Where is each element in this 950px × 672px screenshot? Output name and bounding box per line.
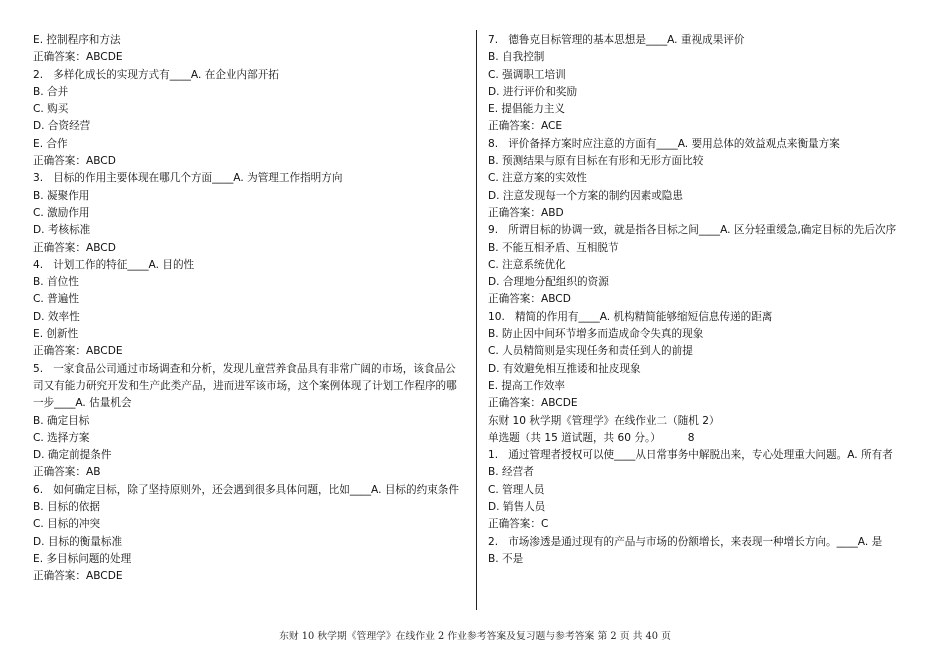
text-line: C. 注意系统优化 [488,258,566,271]
text-line: D. 有效避免相互推诿和扯皮现象 [488,362,641,375]
text-line: 单选题（共 15 道试题，共 60 分。） 8 [488,431,695,444]
text-line: 1. 通过管理者授权可以使____从日常事务中解脱出来，专心处理重大问题。A. 所有者 [488,449,893,462]
left-column [33,32,465,586]
text-line: 2. 多样化成长的实现方式有____A. 在企业内部开拓 [33,68,279,81]
text-line: E. 多目标问题的处理 [33,552,132,565]
text-line: 10. 精简的作用有____A. 机构精简能够缩短信息传递的距离 [488,310,773,323]
column-divider [476,30,477,610]
text-line: B. 不能互相矛盾、互相脱节 [488,241,619,254]
text-line: B. 经营者 [488,466,534,479]
right-column [488,32,928,568]
text-line: D. 合理地分配组织的资源 [488,276,609,289]
text-line: 3. 目标的作用主要体现在哪几个方面____A. 为管理工作指明方向 [33,172,343,185]
text-line: C. 注意方案的实效性 [488,172,587,185]
text-line: B. 合并 [33,85,69,98]
text-line: 东财 10 秋学期《管理学》在线作业二（随机 2） [488,414,720,427]
text-line: 7. 德鲁克目标管理的基本思想是____A. 重视成果评价 [488,34,745,46]
text-line: B. 不是 [488,552,524,565]
text-line: C. 人员精简则是实现任务和责任到人的前提 [488,345,693,358]
text-line: E. 创新性 [33,328,79,341]
text-line: D. 合资经营 [33,120,91,133]
text-line: E. 提高工作效率 [488,379,565,392]
text-line: 正确答案：C [488,518,549,531]
text-line: D. 进行评价和奖励 [488,85,578,98]
text-line: B. 防止因中间环节增多而造成命令失真的现象 [488,328,704,341]
text-line: 正确答案：ABCDE [33,570,123,583]
text-line: 正确答案：ABCDE [33,345,123,358]
text-line: 5. 一家食品公司通过市场调查和分析，发现儿童营养食品具有非常广阔的市场，该食品公司又有能力研究开发和生产此类产品，进而进军该市场，这个案例体现了计划工作程序的哪一步____A. 估量机会 [33,362,457,410]
text-line: D. 销售人员 [488,501,546,514]
text-line: E. 合作 [33,137,68,150]
text-line: 正确答案：ABD [488,206,564,219]
text-line: B. 自我控制 [488,51,545,64]
text-line: B. 首位性 [33,276,79,289]
text-line: D. 考核标准 [33,224,91,237]
text-line: 4. 计划工作的特征____A. 目的性 [33,258,195,271]
text-line: 正确答案：ABCD [33,241,116,254]
text-line: D. 效率性 [33,310,80,323]
text-line: B. 目标的依据 [33,501,100,514]
text-line: C. 管理人员 [488,483,545,496]
text-line: 正确答案：ABCDE [33,51,123,64]
text-line: D. 确定前提条件 [33,449,112,462]
text-line: D. 目标的衡量标准 [33,535,123,548]
text-line: E. 控制程序和方法 [33,34,121,46]
text-line: C. 普遍性 [33,293,79,306]
text-line: B. 预测结果与原有目标在有形和无形方面比较 [488,155,704,168]
text-line: 正确答案：ABCD [488,293,571,306]
text-line: 9. 所谓目标的协调一致，就是指各目标之间____A. 区分轻重缓急,确定目标的先后次序 [488,224,897,237]
text-line: 正确答案：ACE [488,120,563,133]
text-line: D. 注意发现每一个方案的制约因素或隐患 [488,189,683,202]
text-line: C. 目标的冲突 [33,518,101,531]
text-line: C. 激励作用 [33,206,90,219]
text-line: C. 购买 [33,103,69,116]
text-line: 8. 评价备择方案时应注意的方面有____A. 要用总体的效益观点来衡量方案 [488,137,840,150]
page-footer: 东财 10 秋学期《管理学》在线作业 2 作业参考答案及复习题与参考答案 第 2 页 共 40 页 [279,631,671,642]
text-line: 6. 如何确定目标，除了坚持原则外，还会遇到很多具体问题，比如____A. 目标的约束条件 [33,483,459,496]
text-line: B. 凝聚作用 [33,189,90,202]
text-line: B. 确定目标 [33,414,90,427]
text-line: C. 选择方案 [33,431,90,444]
text-line: 正确答案：ABCD [33,155,116,168]
text-line: C. 强调职工培训 [488,68,566,81]
text-line: E. 提倡能力主义 [488,103,565,116]
text-line: 正确答案：ABCDE [488,397,578,410]
text-line: 2. 市场渗透是通过现有的产品与市场的份额增长，来表现一种增长方向。____A. 是 [488,535,883,548]
text-line: 正确答案：AB [33,466,101,479]
